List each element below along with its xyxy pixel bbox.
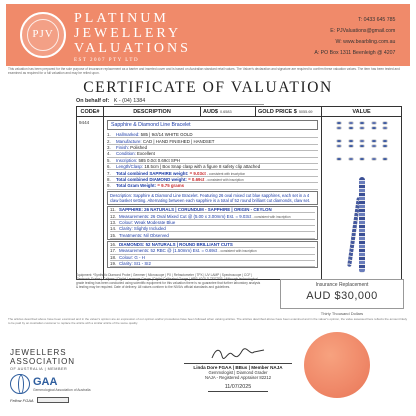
line-label: Total Gram Weight:	[116, 183, 157, 189]
sapphire-lines-line	[110, 232, 315, 238]
line-number: 6.	[107, 164, 111, 170]
line-text	[119, 226, 315, 231]
contact-address: A: PO Box 1311 Beenleigh @ 4207	[314, 50, 396, 56]
line-text	[116, 177, 318, 182]
line-number: 9.	[107, 183, 111, 189]
valuer-name: Linda Dore FGAA | BBus | Member NAJA	[193, 365, 283, 370]
sapphire-gem	[371, 139, 377, 143]
line-content: Clarity: Slightly Included	[119, 226, 166, 232]
line-content: Treatments: Nil Observed	[119, 232, 169, 238]
gaa-logo	[10, 374, 90, 394]
contact-phone: T: 0433 645 785	[358, 17, 396, 23]
jewellers-association-logo	[10, 348, 82, 371]
line-text	[119, 242, 315, 247]
gem-strip-lower	[336, 157, 388, 162]
valuer-role: Gemmologist | Diamond Grader	[208, 370, 268, 375]
description-box	[107, 191, 318, 205]
line-note: - consistent with inscription	[205, 177, 244, 182]
line-value: Polished	[130, 144, 148, 150]
sapphire-gem	[336, 126, 342, 130]
line-content: Colour: Weak Moderate Blue	[119, 219, 176, 225]
sapphire-gem	[382, 121, 388, 125]
line-number: 15.	[110, 232, 117, 238]
behalf-value: K - (04) 1384	[114, 98, 264, 105]
line-number: 3.	[107, 144, 111, 150]
sapphire-gem	[348, 139, 354, 143]
gem-row	[336, 157, 388, 161]
sapphire-gem	[382, 139, 388, 143]
sapphire-gem	[371, 121, 377, 125]
brand-line-1: PLATINUM	[74, 11, 169, 26]
line-value: = 0.69ct	[188, 176, 205, 182]
insurance-box	[280, 279, 404, 309]
line-note: - consistent with inscription	[218, 249, 257, 254]
logo-icon	[20, 12, 66, 58]
sapphire-gem	[359, 144, 365, 148]
fellow-badge-box	[37, 397, 69, 403]
gaa-name: GAA	[33, 376, 58, 388]
sapphire-gem	[348, 157, 354, 161]
sapphire-gem	[359, 157, 365, 161]
phone-icon: ●	[398, 17, 402, 23]
line-text	[116, 164, 318, 169]
sapphire-gem	[382, 157, 388, 161]
line-number: 8.	[107, 176, 111, 182]
insurance-amount: AUD $30,000	[306, 290, 378, 302]
fellow-badge	[10, 397, 69, 403]
line-value: 18.5cm | Box Snap clasp with a figure 8 safety clip attached	[144, 164, 261, 170]
line-label: Total combined SAPPHIRE weight:	[116, 170, 189, 176]
sapphire-gem	[336, 139, 342, 143]
sapphire-gem	[359, 126, 365, 130]
behalf-label: On behalf of:	[76, 98, 110, 104]
line-value: CAD | HAND FINISHED | HANDSET	[142, 138, 215, 144]
line-text	[119, 261, 315, 266]
sapphire-gem	[336, 157, 342, 161]
col-description: DESCRIPTION	[104, 107, 201, 116]
col-code: CODE#	[77, 107, 104, 116]
gem-strip-middle	[336, 139, 388, 149]
spec-line	[107, 183, 318, 189]
line-text	[119, 233, 315, 238]
sapphire-gem	[359, 139, 365, 143]
ja-line-3: OF AUSTRALIA | MEMBER	[10, 367, 68, 371]
line-content: SAPPHIRE: 26 NATURALS | CORUNDUM - SAPPHIRE | ORIGIN - CEYLON	[119, 207, 272, 213]
spec-lines	[104, 132, 321, 190]
contact-website: W: www.bearbling.com.au	[335, 39, 396, 45]
line-value: = 9.03ct	[189, 170, 206, 176]
item-title: Sapphire & Diamond Line Bracelet	[107, 120, 318, 130]
line-number: 1.	[107, 132, 111, 138]
line-text	[116, 145, 318, 150]
mail-icon: ●	[398, 28, 402, 34]
line-text	[119, 248, 315, 253]
gem-row	[336, 121, 388, 125]
sapphire-gem	[348, 126, 354, 130]
valuation-date: 11/07/2025	[224, 384, 252, 390]
ja-line-2: ASSOCIATION	[10, 357, 76, 366]
line-number: 5.	[107, 157, 111, 163]
line-text	[116, 132, 318, 137]
bottom-disclaimer: The articles described above have been examined and in the valuer's opinion are an expression of our opinion and/or procedures have been followed when valuing articles. The articles described above have been examined and in the valuer's opinion, the value assessed here reflects the amount likely to be paid by an Australian customer to replace the article with a similar article of the same quality.	[8, 317, 408, 325]
table-header	[77, 107, 401, 117]
line-number: 16.	[110, 242, 117, 248]
line-text	[116, 183, 318, 188]
sapphire-gem	[359, 121, 365, 125]
col-value: VALUE	[352, 108, 371, 115]
gem-row	[336, 139, 388, 143]
line-label: Inscription:	[116, 157, 138, 163]
gem-strip-top	[336, 121, 388, 131]
line-content: Measurements: 26 Oval Mixed Cut @ (5.00 x 3.00mm) Est. = 9.03ct	[119, 213, 252, 219]
signature-block	[178, 346, 298, 392]
sapphire-gem	[382, 144, 388, 148]
logo-monogram: PJV	[32, 28, 54, 40]
location-icon: ●	[398, 50, 402, 56]
line-content: DIAMONDS: 52 NATURALS | ROUND BRILLIANT CUTS	[119, 242, 233, 248]
aud-label: AUD$	[203, 108, 218, 115]
col-gold-price	[256, 107, 322, 116]
diamond-section	[107, 241, 318, 269]
line-number: 11.	[110, 207, 116, 213]
line-number: 4.	[107, 151, 111, 157]
ja-line-1: JEWELLERS	[10, 348, 67, 357]
sapphire-gem	[336, 121, 342, 125]
on-behalf-of	[76, 98, 264, 105]
contact-info	[314, 15, 402, 59]
brand-tagline: EST 2007 PTY LTD	[74, 58, 140, 63]
signature-image	[208, 346, 268, 362]
sapphire-section	[107, 206, 318, 240]
line-content: Measurements: 52 RBC @ (1.50mm) Est. = 0.69ct	[119, 248, 218, 254]
line-number: 18.	[110, 254, 117, 260]
gaa-subtitle: Gemmological Association of Australia	[33, 388, 91, 392]
gem-row	[336, 126, 388, 130]
line-value: 585 0.0ct 0.69ct SPH	[138, 157, 180, 163]
line-number: 14.	[110, 226, 117, 232]
value-column	[322, 117, 401, 279]
contact-email: E: PJValuations@gmail.com	[330, 28, 396, 34]
brand-name	[74, 11, 191, 63]
line-label: Hallmarked:	[116, 132, 140, 138]
sapphire-gem	[348, 121, 354, 125]
line-text	[116, 171, 318, 176]
line-number: 2.	[107, 138, 111, 144]
globe-icon: ●	[398, 39, 402, 45]
bracelet-image	[347, 177, 377, 273]
valuer-registration: NAJA - Registered Appraiser 82212	[204, 375, 272, 380]
brand-line-2: JEWELLERY	[74, 26, 182, 41]
insurance-label: Insurance Replacement	[315, 282, 369, 288]
insurance-amount-words: Thirty Thousand Dollars	[320, 311, 364, 316]
line-note: - consistent with inscription	[207, 171, 246, 176]
line-label: Manufacture:	[116, 138, 142, 144]
gold-value: 5055.69	[298, 109, 313, 114]
line-note: - consistent with inscription	[252, 214, 291, 219]
sapphire-gem	[371, 157, 377, 161]
line-number: 7.	[107, 170, 111, 176]
company-seal	[304, 332, 370, 398]
line-value: Excellent	[137, 151, 155, 157]
top-disclaimer: This valuation has been prepared for the sole purpose of insurance replacement as a barrier and inserted cover and is based on Australian standard retail values. The Valuer's declaration and signature are required to confirm these valuation values. The item has been tested and examined as required for a full valuation and may be relied upon.	[8, 67, 400, 75]
line-text	[116, 158, 318, 163]
line-number: 19.	[110, 261, 117, 267]
line-text	[119, 214, 315, 219]
line-text	[119, 207, 315, 212]
brand-line-3: VALUATIONS	[74, 41, 191, 56]
sapphire-gem	[336, 144, 342, 148]
date-line	[208, 391, 268, 392]
equipment-note: Equipment: *Synthetic Diamond Probe | Gemmer | Microscope | PX | Refractometer | TPX | UV LAMP | Spectroscope | CCF | Electronic Scales | Calipers | Digital Leverage Gauge | Digital Calibrated Gauge | HRP. *GOLD TESTER. *Although technological grade testing has been conducted using scientific equipment for this valuation there is no guarantee that further laboratory analysis & testing may be required. Date of delivery: All values conform to the NIVA's official standards and guidelines.	[76, 273, 261, 290]
line-label: Total combined DIAMOND weight:	[116, 176, 187, 182]
line-value: = 9.75 grams	[157, 183, 185, 189]
line-text	[116, 151, 318, 156]
line-number: 12.	[110, 213, 117, 219]
line-label: Length/Clasp:	[116, 164, 144, 170]
gold-label: GOLD PRICE $	[258, 108, 297, 115]
line-text	[116, 139, 318, 144]
col-aud	[201, 107, 256, 116]
gem-row	[336, 144, 388, 148]
bracelet-chain-front	[359, 177, 365, 273]
table-body	[77, 117, 401, 279]
description-text: Description: Sapphire & Diamond Line Bracelet. Featuring 26 oval mixed cut blue sapphires, each set in a 4 claw basket setting. Alternating between each sapphire is a total of 52 round brilliant cut diamonds, claw set.	[110, 192, 311, 203]
diamond-lines-line	[110, 261, 315, 267]
line-text	[119, 220, 315, 225]
valuation-table	[76, 106, 402, 280]
aud-value: 0.6583	[219, 109, 232, 114]
globe-icon	[10, 374, 30, 394]
fellow-label: Fellow FGAA	[10, 397, 34, 403]
line-number: 17.	[110, 248, 117, 254]
sapphire-gem	[382, 126, 388, 130]
line-value: 585 | 9ct/14 WHITE GOLD	[140, 132, 193, 138]
line-label: Condition:	[116, 151, 136, 157]
line-text	[119, 255, 315, 260]
line-content: Colour: G - H	[119, 254, 145, 260]
sapphire-gem	[348, 144, 354, 148]
sapphire-gem	[371, 126, 377, 130]
line-label: Finish:	[116, 144, 129, 150]
certificate-title: CERTIFICATE OF VALUATION	[83, 79, 333, 96]
line-number: 13.	[110, 219, 117, 225]
item-description	[104, 117, 322, 279]
sapphire-gem	[371, 144, 377, 148]
signature-line	[184, 363, 292, 364]
line-content: Clarity: SI1 - SI2	[119, 261, 151, 267]
item-code: 9444	[77, 117, 104, 279]
